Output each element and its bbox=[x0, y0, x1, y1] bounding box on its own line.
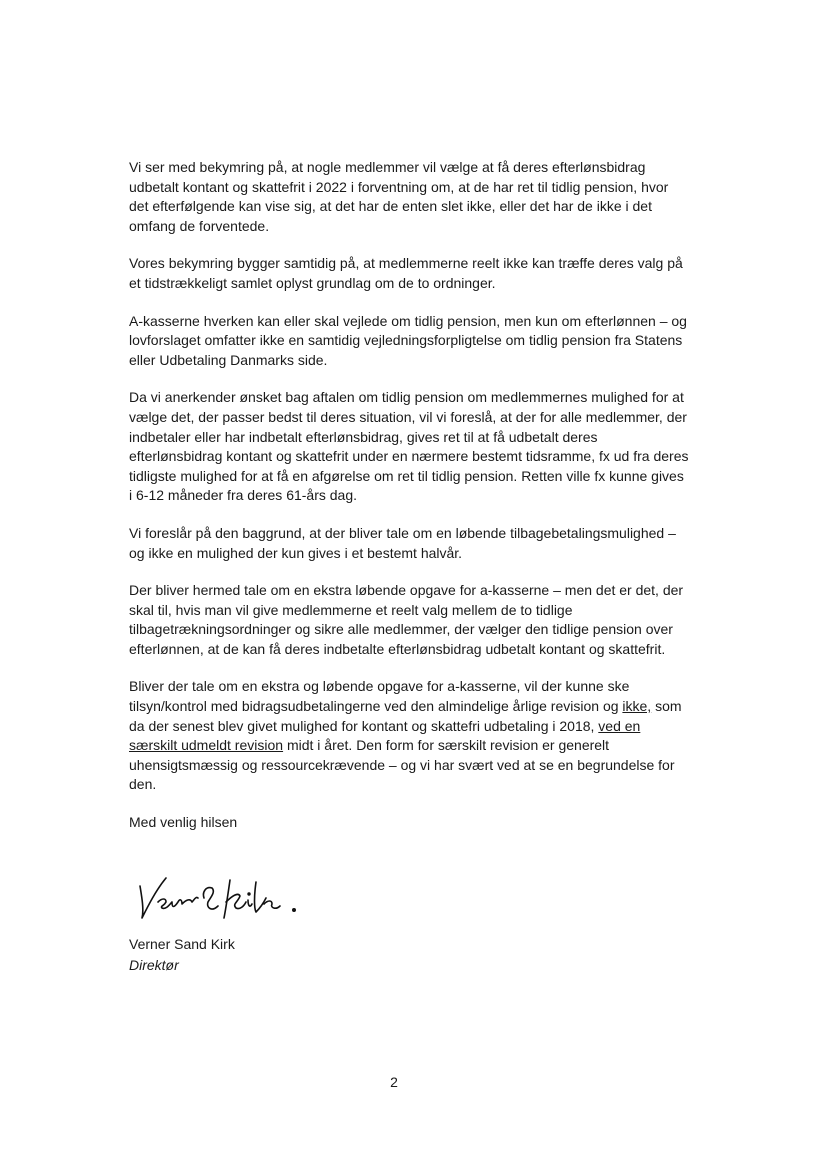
signer-block bbox=[129, 934, 235, 976]
paragraph-1: Vi ser med bekymring på, at nogle medlemmer vil vælge at få deres efterlønsbidrag udbetalt kontant og skattefrit i 2022 i forventning om, at de har ret til tidlig pension, hvor det efterfølgende kan vise sig, at det har de enten slet ikke, eller det har de ikke i det omfang de forventede. bbox=[129, 159, 669, 234]
underlined-saerskilt-revision: ved en særskilt udmeldt revision bbox=[129, 717, 641, 754]
paragraph-3: A-kasserne hverken kan eller skal vejlede om tidlig pension, men kun om efterlønnen – og lovforslaget omfatter ikke en samtidig vejledningsforpligtelse om tidlig pension fra Statens eller Udbetaling Danmarks side. bbox=[129, 312, 687, 368]
paragraph-4: Da vi anerkender ønsket bag aftalen om tidlig pension om medlemmernes mulighed for at vælge det, der passer bedst til deres situation, vil vi foreslå, at der for alle medlemmer, der indbetaler eller har indbetalt efterlønsbidrag, gives ret til at få udbetalt deres efterlønsbidrag kontant og skattefrit under en nærmere bestemt tidsramme, fx ud fra deres tidligste mulighed for at få en afgørelse om ret til tidlig pension. Retten ville fx kunne gives i 6-12 måneder fra deres 61-års dag. bbox=[129, 389, 689, 504]
paragraph-7-text-a: Bliver der tale om en ekstra og løbende opgave for a-kasserne, vil der kunne ske tilsyn/kontrol med bidragsudbetalingerne ved den almindelige årlige revision og bbox=[129, 678, 630, 715]
signature-image bbox=[126, 868, 326, 928]
paragraph-7-text-e: midt i året. Den form for særskilt revision er generelt uhensigtsmæssig og ressourcekrævende – og vi har svært ved at se en begrundelse for den. bbox=[129, 737, 675, 793]
paragraph-6: Der bliver hermed tale om en ekstra løbende opgave for a-kasserne – men det er det, der skal til, hvis man vil give medlemmerne et reelt valg mellem de to tidlige tilbagetrækningsordninger og sikre alle medlemmer, der vælger den tidlige pension over efterlønnen, at de kan få deres indbetalte efterlønsbidrag udbetalt kontant og skattefrit. bbox=[129, 582, 684, 657]
paragraph-7-text-c: som da der senest blev givet mulighed for kontant og skattefri udbetaling i 2018, bbox=[129, 698, 682, 734]
page-number-row bbox=[0, 1074, 828, 1090]
letter-body bbox=[129, 158, 689, 833]
paragraph-5: Vi foreslår på den baggrund, at der bliver tale om en løbende tilbagebetalingsmulighed – og ikke en mulighed der kun gives i et bestemt halvår. bbox=[129, 524, 676, 561]
page-number: 2 bbox=[390, 1074, 398, 1090]
paragraph-2: Vores bekymring bygger samtidig på, at medlemmerne reelt ikke kan træffe deres valg på et tidstrækkeligt samlet oplyst grundlag om de to ordninger. bbox=[129, 255, 683, 291]
paragraph-7 bbox=[129, 677, 689, 795]
signer-name: Verner Sand Kirk bbox=[129, 936, 235, 952]
signer-title: Direktør bbox=[129, 957, 179, 973]
closing: Med venlig hilsen bbox=[129, 814, 238, 831]
handwritten-signature bbox=[126, 868, 326, 928]
underlined-ikke: ikke, bbox=[622, 698, 652, 715]
